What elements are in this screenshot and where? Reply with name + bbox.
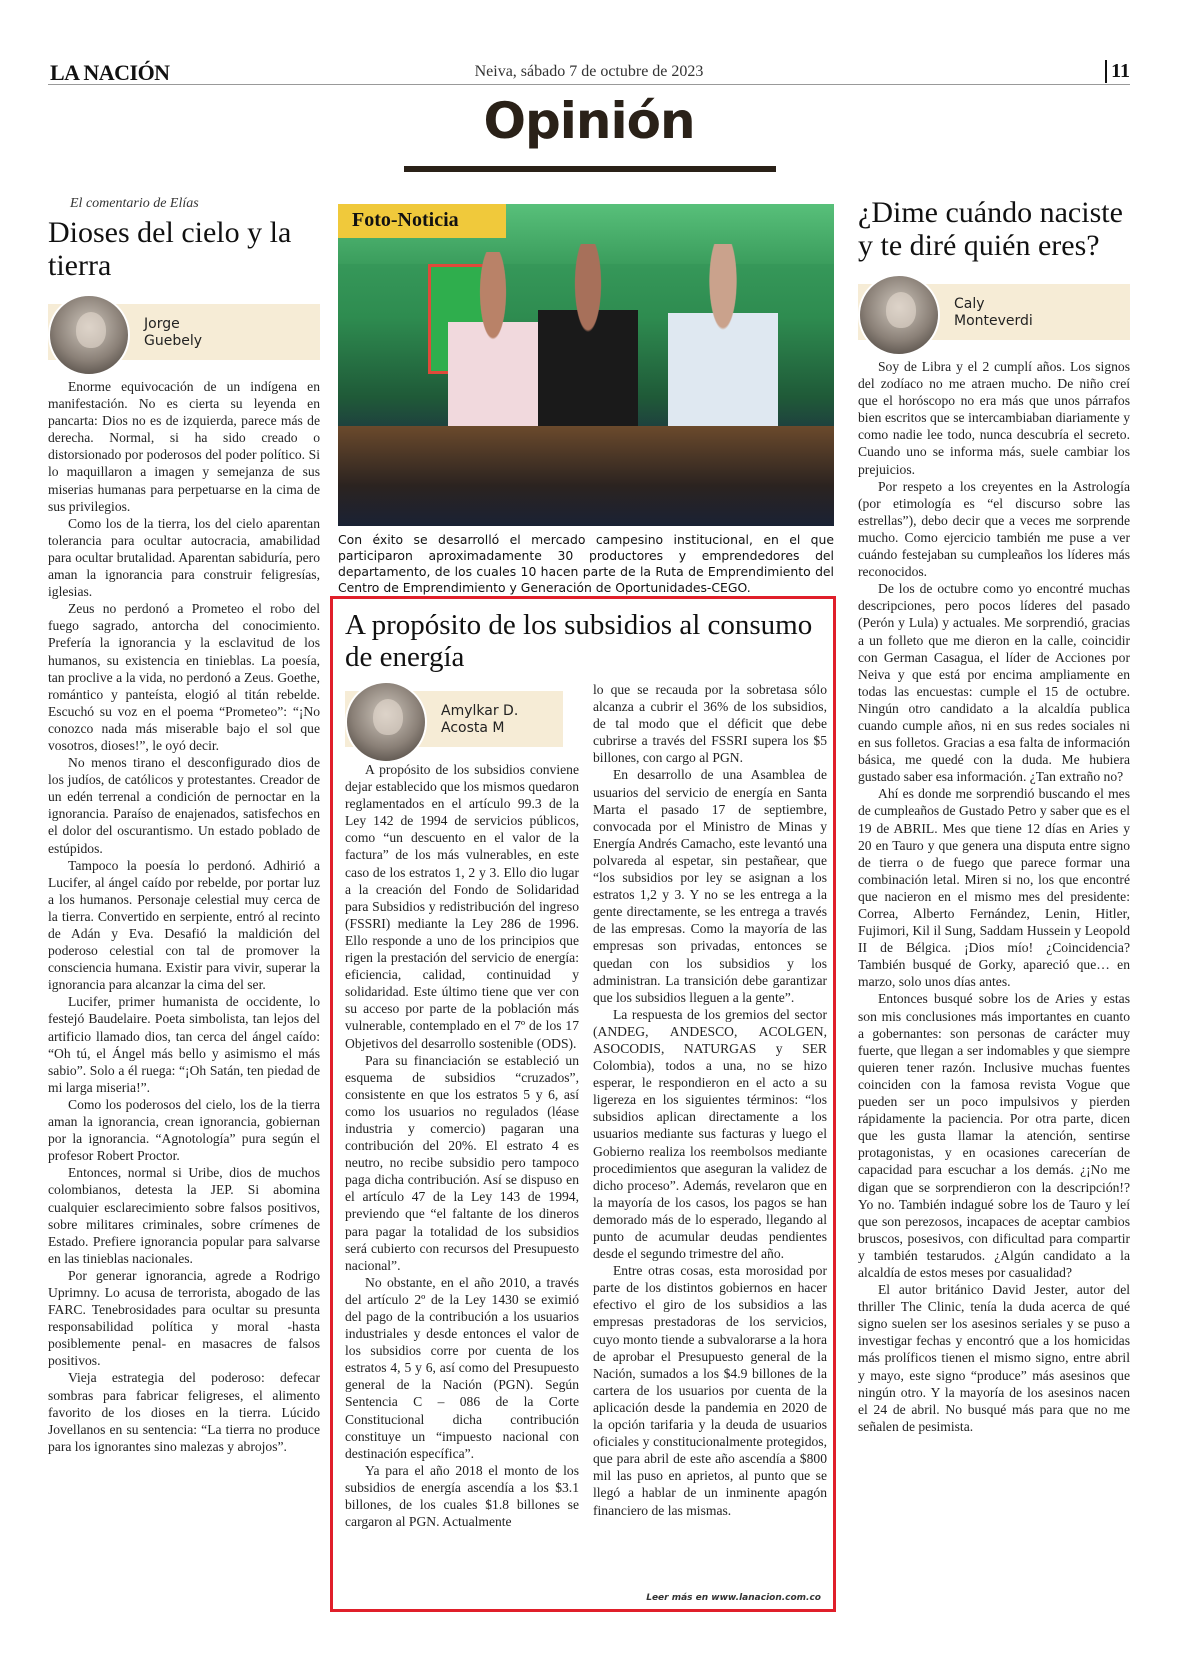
paragraph: No menos tirano el desconfigurado dios de los judíos, de católicos y protestantes. Creador de un edén terrenal a condición de pernoctar en la ignorancia. Paraíso de enajenados, satisfechos en el dolor del oscurantismo. Un estado poblado de estúpidos. bbox=[48, 755, 320, 856]
paragraph: Entre otras cosas, esta morosidad por parte de los distintos gobiernos en hacer efectivo el giro de los subsidios a las empresas prestadoras de los servicios, cuyo monto tiende a subvalorarse a la hora de aprobar el Presupuesto general de la Nación, sumados a los $4.9 billones de la cartera de los usuarios por cuenta de la aplicación desde la pandemia en 2020 de la opción tarifaria y la deuda de usuarios oficiales y constitucionalmente protegidos, que para abril de este año ascendía a $800 mil las puso en aprietos, al punto que se llegó a hablar de un inminente apagón financiero de las mismas. bbox=[593, 1263, 827, 1518]
paragraph: Por generar ignorancia, agrede a Rodrigo Uprimny. Lo acusa de terrorista, abogado de las FARC. Tenebrosidades para ocultar su presunta responsabilidad política y moral -hasta posiblemente penal- en masacres de falsos positivos. bbox=[48, 1267, 320, 1369]
author-name: Amylkar D. Acosta M bbox=[441, 703, 519, 736]
article-body bbox=[48, 378, 320, 1455]
feature-headline: A propósito de los subsidios al consumo de energía bbox=[345, 609, 813, 673]
paragraph: De los de octubre como yo encontré muchas descripciones, pero pocos líderes del pasado (Perón y Lula) y actuales. Me sorprendió, gracias a un folleto que me dieron en la calle, coincidir con German Casagua, el líder de Acciones por Neiva y que está por encima ampliamente en todas las encuestas: cumple el 15 de octubre. Ningún otro candidato a la alcaldía publica cuando cumple años, ni en sus redes sociales ni en sus folletos. Gracias a esa falta de información básica, me quedé con la duda. Me hubiera gustado saber esa información. ¿Tan extraño no? bbox=[858, 581, 1130, 785]
feature-article bbox=[330, 596, 836, 1612]
article-body bbox=[858, 358, 1130, 1435]
author-name: Jorge Guebely bbox=[144, 316, 203, 349]
author-avatar bbox=[858, 274, 940, 356]
section-title: Opinión bbox=[483, 92, 695, 150]
newspaper-logo: LA NACIÓN bbox=[50, 60, 170, 85]
paragraph: Ahí es donde me sorprendió buscando el mes de cumpleaños de Gustado Petro y saber que es el 19 de ABRIL. Mes que tiene 12 días en Aries y 20 en Tauro y que genera una disputa entre signo de tierra o de fuego que parece formar una combinación letal. Miren si no, los que encontré que nacieron en el mismo mes del presidente: Correa, Alberto Fernández, Lenin, Hitler, Fujimori, Kil il Sung, Saddam Hussein y Leopold II de Bélgica. ¡Dios mío! ¿Coincidencia? También busqué de Gorky, apareció que… en marzo, solo unos días antes. bbox=[858, 786, 1130, 990]
paragraph: Por respeto a los creyentes en la Astrología (por etimología es “el discurso sobre las estrellas”), debo decir que a veces me sorprende mucho. Como ejercicio también me puse a ver cuándo festejaban su cumpleaños los líderes más reconocidos. bbox=[858, 478, 1130, 580]
photo-table bbox=[338, 426, 834, 526]
paragraph: Lucifer, primer humanista de occidente, lo festejó Baudelaire. Poeta simbolista, tan lejos del artificio llamado dios, tan cerca del ángel caído: “Oh tú, el Ángel más bello y asimismo el más sabio”. Solo a él ruega: “¡Oh Satán, ten piedad de mi larga miseria!”. bbox=[48, 994, 320, 1095]
left-article bbox=[48, 196, 320, 1455]
paragraph: Vieja estrategia del poderoso: defecar sombras para fabricar feligreses, el alimento favorito de los dioses en la tierra. Lúcido Jovellanos en su sentencia: “La tierra no produce para los ignorantes sino malezas y abrojos”. bbox=[48, 1370, 320, 1454]
photo-caption: Con éxito se desarrolló el mercado campesino institucional, en el que participaron aproximadamente 30 productores y emprendedores del departamento, de los cuales 10 hacen parte de la Ruta de Emprendimiento del Centro de Emprendimiento y Generación de Oportunidades-CEGO. bbox=[338, 532, 834, 595]
author-byline bbox=[858, 274, 1130, 342]
page-number: 11 bbox=[1105, 60, 1130, 83]
masthead-divider bbox=[48, 84, 1130, 85]
article-body bbox=[345, 761, 579, 1530]
paragraph: La respuesta de los gremios del sector (ANDEG, ANDESCO, ACOLGEN, ASOCODIS, NATURGAS y SER Colombia), todos a una, no se hizo esperar, le respondieron en el acto a su ligereza en los siguientes términos: “los subsidios aplican directamente a los usuarios mediante sus facturas y luego el Gobierno realiza los reembolsos mediante procedimientos que aseguran la validez de dicho proceso”. Además, revelaron que en la mayoría de los casos, los pagos se han demorado más de lo esperado, llegando al punto de acumular deudas pendientes desde el segundo trimestre del año. bbox=[593, 1006, 827, 1262]
article-kicker: El comentario de Elías bbox=[70, 196, 199, 211]
author-byline bbox=[345, 681, 579, 749]
right-article bbox=[858, 196, 1130, 1435]
author-name: Caly Monteverdi bbox=[954, 296, 1033, 329]
section-underline bbox=[404, 166, 776, 172]
author-byline bbox=[48, 294, 320, 362]
paragraph: Soy de Libra y el 2 cumplí años. Los signos del zodíaco no me atraen mucho. De niño creí que el horóscopo no era más que unos párrafos bien escritos que se intercambiaban diariamente y como nadie lee todo, nunca descubría el secreto. Cuando uno se informa más, suele cambiar los prejuicios. bbox=[858, 359, 1130, 477]
feature-column-left bbox=[345, 681, 579, 1530]
issue-date: Neiva, sábado 7 de octubre de 2023 bbox=[474, 63, 704, 80]
paragraph: Como los poderosos del cielo, los de la tierra aman la ignorancia, crean ignorancia, gobiernan por la ignorancia. “Agnotología” pura según el profesor Robert Proctor. bbox=[48, 1096, 320, 1164]
photo-news bbox=[330, 196, 834, 595]
paragraph: Enorme equivocación de un indígena en manifestación. No es cierta su leyenda en pancarta: Dios no es de izquierda, parece más de derecha. Normal, si ha sido creado o distorsionado por poderosos del poder político. Si lo maquillaron a imagen y semejanza de sus miserias humanas para perpetuarse en la cima de sus privilegios. bbox=[48, 379, 320, 514]
paragraph: Como los de la tierra, los del cielo aparentan tolerancia para ocultar autocracia, amabilidad para ocultar brutalidad. Aparentan sabiduría, pero aman la ignorancia para construir feligresías, iglesias. bbox=[48, 515, 320, 600]
read-more-link[interactable]: Leer más en www.lanacion.com.co bbox=[646, 1593, 821, 1603]
article-headline: ¿Dime cuándo naciste y te diré quién eres? bbox=[858, 196, 1123, 262]
paragraph: Para su financiación se estableció un esquema de subsidios “cruzados”, consistente en que los estratos 5 y 6, así como los usuarios no regulados (léase industria y comercio) pagaran una contribución del 20%. El estrato 4 es neutro, no recibe subsidio pero tampoco paga dicha contribución. Así se dispuso en el artículo 47 de la Ley 143 de 1994, previendo que “el faltante de los dineros para pagar la totalidad de los subsidios será cubierto con recursos del Presupuesto nacional”. bbox=[345, 1052, 579, 1273]
paragraph: El autor británico David Jester, autor del thriller The Clinic, tenía la duda acerca de qué signo suelen ser los asesinos seriales y se puso a investigar fechas y encontró que a los homicidas más prolíficos tienen el mismo signo, entre abril y mayo, este signo “produce” más asesinos que ningún otro. Y la mayoría de los asesinos nacen el 24 de abril. No busqué más para que no me señalen de pesimista. bbox=[858, 1282, 1130, 1434]
market-photo bbox=[338, 204, 834, 526]
photo-news-tag-label: Foto-Noticia bbox=[352, 209, 459, 231]
author-avatar bbox=[345, 681, 427, 763]
paragraph: Ya para el año 2018 el monto de los subsidios de energía ascendía a los $3.1 billones, de los cuales $1.8 billones se cargaron al PGN. Actualmente bbox=[345, 1462, 579, 1530]
photo-news-tag bbox=[338, 204, 506, 238]
paragraph: A propósito de los subsidios conviene dejar establecido que los mismos quedaron reglamentados en el artículo 99.3 de la Ley 142 de 1994 de servicios públicos, como “un descuento en el valor de la factura” de los más vulnerables, en este caso de los estratos 1, 2 y 3. Ello dio lugar a la creación del Fondo de Solidaridad para Subsidios y redistribución del ingreso (FSSRI) mediante la Ley 286 de 1996. Ello responde a uno de los principios que rigen la prestación del servicio de energía: eficiencia, calidad, continuidad y solidaridad. Este último tiene que ver con su acceso por parte de la población más vulnerable, contemplado en el 7º de los 17 Objetivos del desarrollo sostenible (ODS). bbox=[345, 762, 579, 1051]
paragraph: Entonces, normal si Uribe, dios de muchos colombianos, detesta la JEP. Si abomina cualquier esclarecimiento sobre falsos positivos, sobre militares criminales, sobre crímenes de Estado. Prefiere ignorancia popular para salvarse en las tinieblas nacionales. bbox=[48, 1165, 320, 1266]
article-body bbox=[593, 681, 827, 1519]
feature-column-right bbox=[593, 681, 827, 1519]
paragraph: En desarrollo de una Asamblea de usuarios del servicio de energía en Santa Marta el pasado 17 de septiembre, convocada por el Ministro de Minas y Energía Andrés Camacho, este levantó una polvareda al espetar, sin pestañear, que “los subsidios por ley se asignan a los estratos 1,2 y 3. Y no se les entrega a la gente directamente, se les entrega a través de las empresas. Como la mayoría de las empresas son privadas, entonces se quedan con los subsidios y los administran. La transición debe garantizar que los subsidios lleguen a la gente”. bbox=[593, 767, 827, 1005]
paragraph: Entonces busqué sobre los de Aries y estas son mis conclusiones más importantes en cuanto a gobernantes: son personas de carácter muy fuerte, que llegan a ser indomables y que siempre quieren tener razón. Inclusive muchas fuentes coinciden con la famosa revista Vogue que pueden ser un poco impulsivos y pierden rápidamente la paciencia. Por otra parte, dicen que les gusta llamar la atención, sentirse protagonistas, y en ocasiones carecerían de capacidad para escuchar a los demás. ¿¡No me digan que se sorprendieron con la descripción!? Yo no. También indagué sobre los de Tauro y leí que son perezosos, incapaces de aceptar cambios bruscos, posesivos, con dificultad para compartir y también testarudos. ¿Algún candidato a la alcaldía de estos meses por casualidad? bbox=[858, 991, 1130, 1280]
article-headline: Dioses del cielo y la tierra bbox=[48, 216, 292, 282]
paragraph: lo que se recauda por la sobretasa sólo alcanza a cubrir el 36% de los subsidios, de tal modo que el déficit que debe cubrirse a través del FSSRI supera los $5 billones, con cargo al PGN. bbox=[593, 682, 827, 766]
author-avatar bbox=[48, 294, 130, 376]
photo-person bbox=[448, 252, 538, 452]
paragraph: Tampoco la poesía lo perdonó. Adhirió a Lucifer, al ángel caído por rebelde, por portar luz a los humanos. Personaje celestial muy cerca de la tierra. Convertido en serpiente, entró al recinto de Adán y Eva. Desafió la maldición del poderoso celestial con tal de promover la consciencia humana. Existir para vivir, superar la ignorancia para alcanzar la cima del ser. bbox=[48, 857, 320, 993]
paragraph: No obstante, en el año 2010, a través del artículo 2º de la Ley 1430 se eximió del pago de la contribución a los usuarios industriales y desde entonces el valor de los subsidios corre por cuenta de los estratos 4, 5 y 6, así como del Presupuesto general de la Nación (PGN). Según Sentencia C – 086 de la Corte Constitucional dicha contribución constituye un “impuesto nacional con destinación específica”. bbox=[345, 1274, 579, 1461]
paragraph: Zeus no perdonó a Prometeo el robo del fuego sagrado, antorcha del conocimiento. Prefería la ignorancia y la esclavitud de los humanos, su existencia en tinieblas. La poesía, tan proclive a la vida, no perdonó a Zeus. Goethe, romántico y panteísta, elogió al titán rebelde. Escuchó su voz en el poema “Prometeo”: “¡No conozco nada más miserable bajo el sol que vosotros, dioses!”, le oyó decir. bbox=[48, 601, 320, 753]
